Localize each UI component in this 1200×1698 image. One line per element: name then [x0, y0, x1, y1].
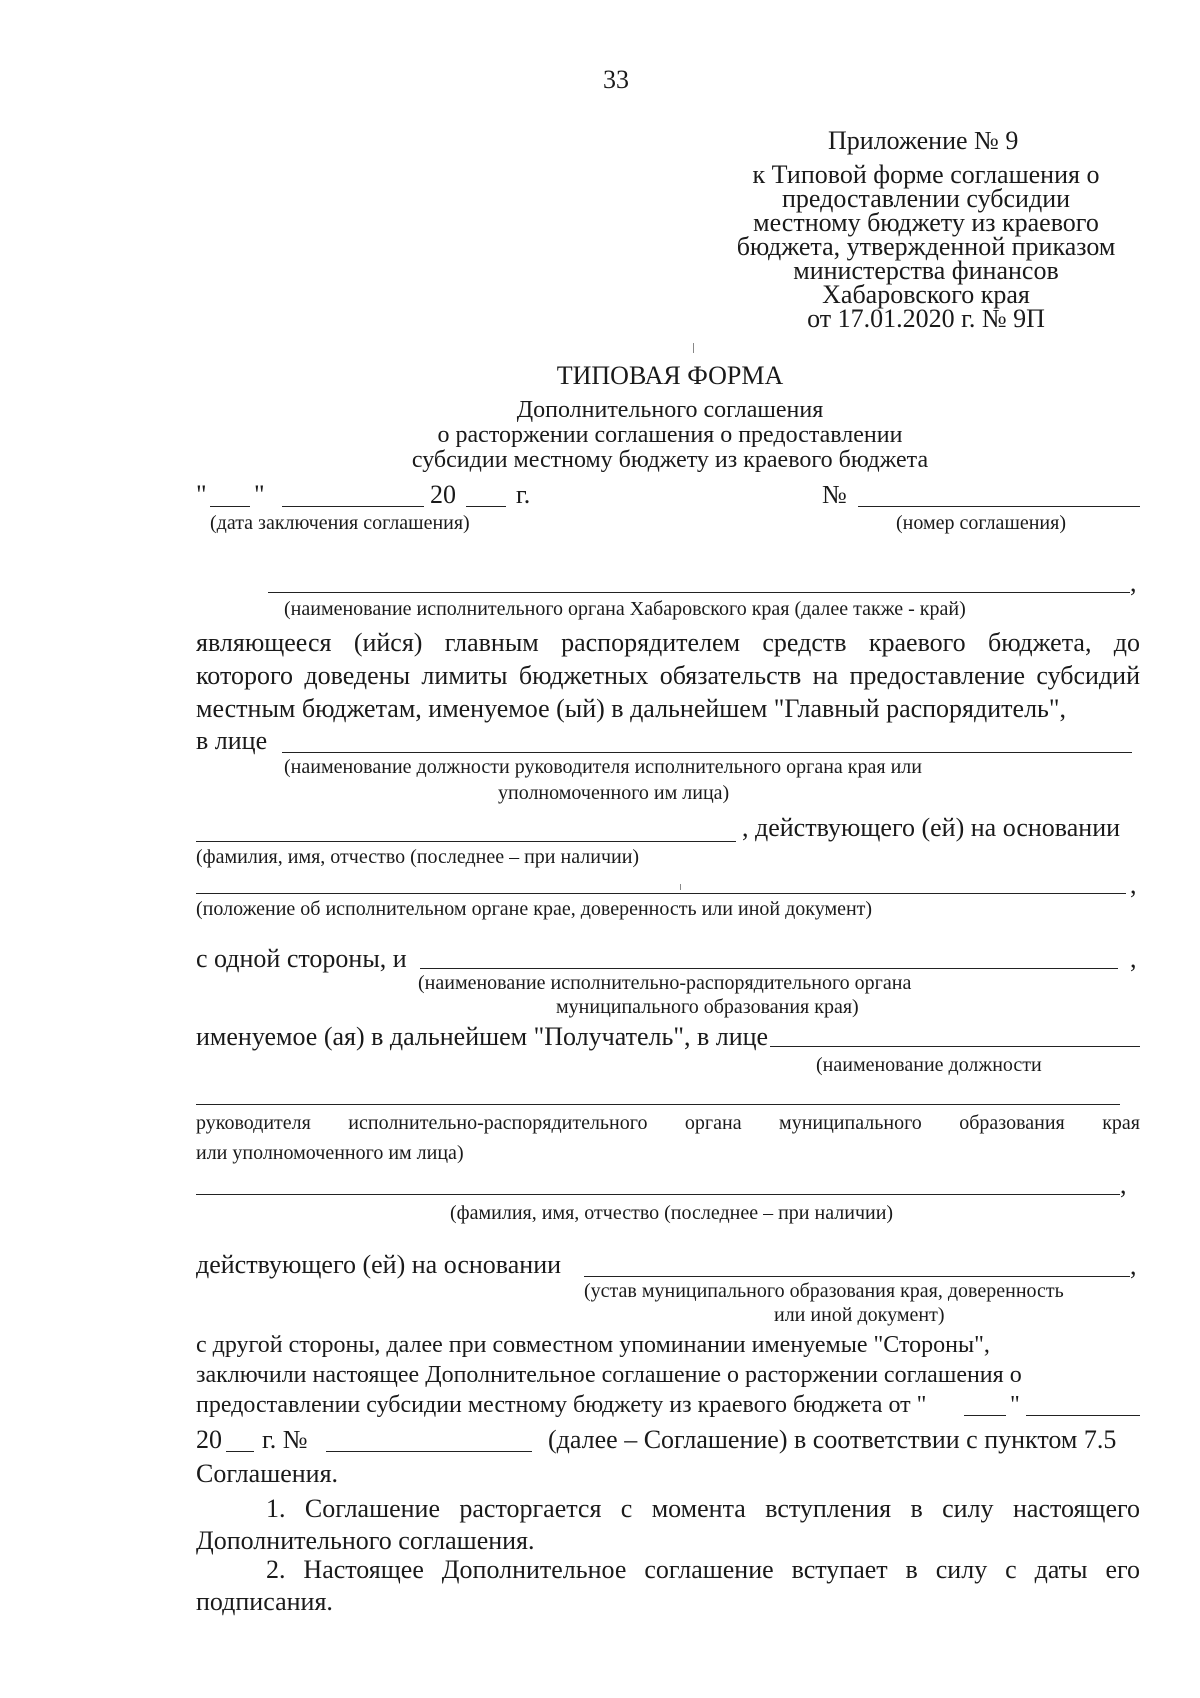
form-subtitle-line: Дополнительного соглашения	[516, 397, 824, 423]
scan-speck	[693, 343, 694, 353]
municipal-caption: муниципального образования края)	[556, 996, 859, 1018]
recipient-position-caption: (наименование должности	[816, 1054, 1042, 1076]
form-subtitle-line: субсидии местному бюджету из краевого бюджета	[411, 447, 929, 473]
charter-blank[interactable]	[584, 1276, 1130, 1277]
other-side-line: заключили настоящее Дополнительное соглашение о расторжении соглашения о	[196, 1362, 1022, 1388]
org-name-blank[interactable]	[268, 592, 1130, 593]
appendix-line: предоставлении субсидии	[781, 184, 1071, 213]
org-caption: (наименование исполнительного органа Хабаровского края (далее также - край)	[284, 598, 966, 620]
appendix-line: бюджета, утвержденной приказом	[736, 232, 1116, 261]
contract-month-blank[interactable]	[1026, 1415, 1140, 1416]
paragraph-line: которого доведены лимиты бюджетных обязательств на предоставление субсидий	[196, 661, 1140, 690]
recipient-head-line: руководителя исполнительно-распорядительного органа муниципального образования края	[196, 1112, 1140, 1134]
agreement-word: Соглашения.	[196, 1459, 339, 1488]
item-1-line: 1. Соглашение расторгается с момента вступления в силу настоящего	[266, 1494, 1140, 1523]
contract-number-blank[interactable]	[326, 1451, 532, 1452]
number-caption: (номер соглашения)	[896, 512, 1066, 534]
date-year-blank[interactable]	[466, 506, 506, 507]
recipient-head-line: или уполномоченного им лица)	[196, 1142, 464, 1164]
acting-on-basis: , действующего (ей) на основании	[742, 813, 1121, 842]
fio-blank[interactable]	[196, 841, 736, 842]
appendix-line: к Типовой форме соглашения о	[752, 160, 1100, 189]
appendix-line: Хабаровского края	[822, 280, 1030, 309]
appendix-line: министерства финансов	[793, 256, 1059, 285]
date-day-blank[interactable]	[210, 506, 250, 507]
contract-year: 20	[196, 1425, 222, 1454]
municipal-comma: ,	[1130, 944, 1137, 973]
acting-basis-2: действующего (ей) на основании	[196, 1250, 562, 1279]
position-blank[interactable]	[282, 752, 1132, 753]
item-1-line: Дополнительного соглашения.	[196, 1526, 535, 1555]
contract-day-blank[interactable]	[964, 1415, 1006, 1416]
regulation-caption: (положение об исполнительном органе крае, доверенность или иной документ)	[196, 898, 873, 920]
in-person-label: в лице	[196, 726, 268, 755]
date-year-suffix: г.	[516, 480, 531, 509]
date-month-blank[interactable]	[282, 506, 424, 507]
fio-caption-2: (фамилия, имя, отчество (последнее – при наличии)	[450, 1202, 894, 1224]
charter-comma: ,	[1130, 1251, 1137, 1280]
other-side-line: предоставлении субсидии местному бюджету из краевого бюджета от "	[196, 1392, 927, 1418]
appendix-line: местному бюджету из краевого	[753, 208, 1099, 237]
agreement-number-label: №	[822, 480, 847, 509]
org-comma: ,	[1130, 568, 1137, 597]
regulation-blank[interactable]	[196, 893, 1126, 894]
item-2-line: 2. Настоящее Дополнительное соглашение вступает в силу с даты его	[266, 1555, 1140, 1584]
form-title: ТИПОВАЯ ФОРМА	[556, 361, 784, 390]
form-subtitle-line: о расторжении соглашения о предоставлении	[437, 422, 903, 448]
date-quote-open: "	[196, 480, 207, 509]
date-year-prefix: 20	[430, 480, 456, 509]
one-side-label: с одной стороны, и	[196, 944, 407, 973]
appendix-line: от 17.01.2020 г. № 9П	[807, 304, 1045, 333]
contract-rest: (далее – Соглашение) в соответствии с пунктом 7.5	[548, 1425, 1117, 1454]
recipient-fio-comma: ,	[1120, 1170, 1127, 1199]
fio-caption: (фамилия, имя, отчество (последнее – при наличии)	[196, 846, 640, 868]
recipient-line: именуемое (ая) в дальнейшем "Получатель", в лице	[196, 1022, 769, 1051]
page-number: 33	[603, 65, 629, 94]
position-caption: (наименование должности руководителя исполнительного органа края или	[284, 756, 922, 778]
date-caption: (дата заключения соглашения)	[210, 512, 470, 534]
agreement-number-blank[interactable]	[858, 506, 1140, 507]
municipal-body-blank[interactable]	[420, 968, 1118, 969]
appendix-title: Приложение № 9	[828, 126, 1019, 155]
recipient-fio-blank[interactable]	[196, 1194, 1120, 1195]
recipient-position-blank-2[interactable]	[196, 1104, 1120, 1105]
recipient-position-blank[interactable]	[770, 1046, 1140, 1047]
position-caption: уполномоченного им лица)	[498, 782, 730, 804]
regulation-comma: ,	[1130, 870, 1137, 899]
scan-speck	[680, 884, 681, 890]
contract-quote-close: "	[1010, 1392, 1020, 1418]
contract-g-label: г. №	[262, 1425, 308, 1454]
other-side-line: с другой стороны, далее при совместном упоминании именуемые "Стороны",	[196, 1332, 990, 1358]
charter-caption: (устав муниципального образования края, доверенность	[584, 1280, 1064, 1302]
date-quote-close: "	[254, 480, 265, 509]
paragraph-line: являющееся (ийся) главным распорядителем средств краевого бюджета, до	[196, 628, 1140, 657]
paragraph-line: местным бюджетам, именуемое (ый) в дальнейшем "Главный распорядитель",	[196, 694, 1067, 723]
charter-caption: или иной документ)	[774, 1304, 945, 1326]
item-2-line: подписания.	[196, 1587, 333, 1616]
contract-year-blank[interactable]	[226, 1451, 254, 1452]
municipal-caption: (наименование исполнительно-распорядительного органа	[418, 972, 912, 994]
